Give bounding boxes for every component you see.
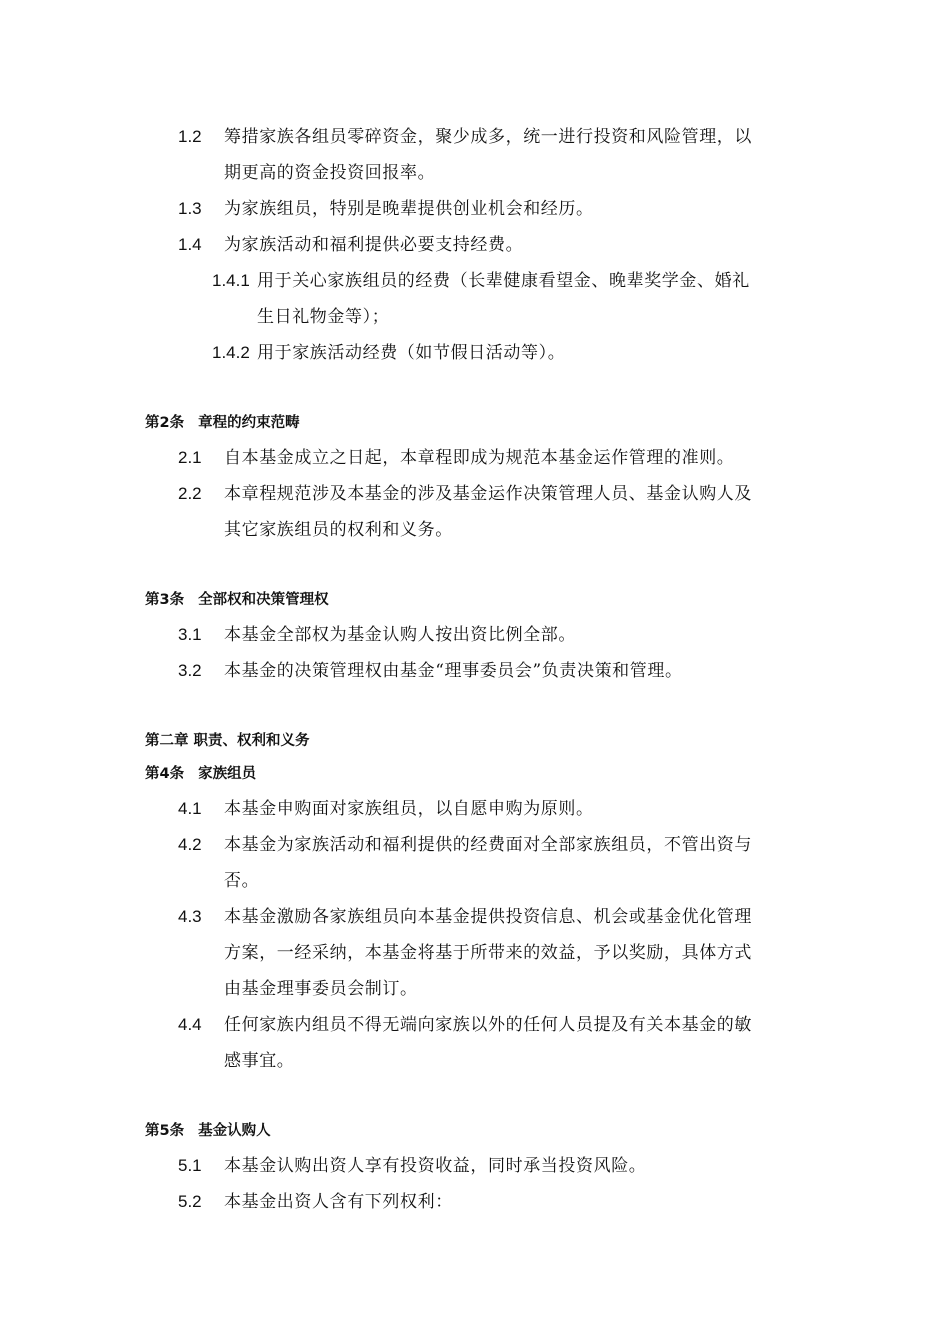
clause-text-line: 其它家族组员的权利和义务。 bbox=[224, 520, 453, 540]
article-title: 家族组员 bbox=[198, 766, 257, 782]
clause-text-line: 为家族活动和福利提供必要支持经费。 bbox=[224, 235, 524, 255]
clause-text-line: 自本基金成立之日起，本章程即成为规范本基金运作管理的准则。 bbox=[224, 448, 735, 468]
subclause-number: 1.4.1 bbox=[212, 271, 250, 290]
clause-text-line: 本基金认购出资人享有投资收益，同时承当投资风险。 bbox=[224, 1156, 647, 1176]
clause-number: 5.2 bbox=[178, 1192, 202, 1211]
article-number: 第4条 bbox=[145, 766, 185, 782]
clause-text-line: 感事宜。 bbox=[224, 1051, 295, 1071]
subclause-number: 1.4.2 bbox=[212, 343, 250, 362]
clause-text-line: 本基金激励各家族组员向本基金提供投资信息、机会或基金优化管理 bbox=[224, 907, 752, 927]
article-title: 章程的约束范畴 bbox=[198, 415, 300, 431]
article-number: 第2条 bbox=[145, 415, 185, 431]
clause-text-line: 用于家族活动经费（如节假日活动等）。 bbox=[257, 343, 566, 363]
clause-number: 2.2 bbox=[178, 484, 202, 503]
clause-text-line: 生日礼物金等）； bbox=[257, 307, 390, 327]
clause-text-line: 为家族组员，特别是晚辈提供创业机会和经历。 bbox=[224, 199, 594, 219]
clause-text-line: 本章程规范涉及本基金的涉及基金运作决策管理人员、基金认购人及 bbox=[224, 484, 752, 504]
clause-number: 1.2 bbox=[178, 127, 202, 146]
chapter-heading: 第二章 职责、权利和义务 bbox=[145, 733, 310, 749]
clause-number: 4.1 bbox=[178, 799, 202, 818]
article-number: 第3条 bbox=[145, 592, 185, 608]
article-number: 第5条 bbox=[145, 1123, 185, 1139]
clause-text-line: 方案，一经采纳，本基金将基于所带来的效益，予以奖励，具体方式 bbox=[224, 943, 752, 963]
clause-text-line: 由基金理事委员会制订。 bbox=[224, 979, 418, 999]
article-heading bbox=[145, 764, 256, 784]
clause-number: 4.3 bbox=[178, 907, 202, 926]
clause-text-line: 本基金为家族活动和福利提供的经费面对全部家族组员，不管出资与 bbox=[224, 835, 752, 855]
clause-text-line: 用于关心家族组员的经费（长辈健康看望金、晚辈奖学金、婚礼 bbox=[257, 271, 750, 291]
clause-number: 1.3 bbox=[178, 199, 202, 218]
clause-number: 4.4 bbox=[178, 1015, 202, 1034]
article-title: 基金认购人 bbox=[198, 1123, 271, 1139]
clause-number: 2.1 bbox=[178, 448, 202, 467]
clause-number: 3.1 bbox=[178, 625, 202, 644]
clause-text-line: 本基金的决策管理权由基金“理事委员会”负责决策和管理。 bbox=[224, 661, 683, 681]
clause-text-line: 筹措家族各组员零碎资金，聚少成多，统一进行投资和风险管理，以 bbox=[224, 127, 752, 147]
clause-number: 3.2 bbox=[178, 661, 202, 680]
clause-text-line: 本基金申购面对家族组员，以自愿申购为原则。 bbox=[224, 799, 594, 819]
clause-number: 1.4 bbox=[178, 235, 202, 254]
clause-number: 5.1 bbox=[178, 1156, 202, 1175]
article-heading bbox=[145, 1121, 271, 1141]
clause-text-line: 期更高的资金投资回报率。 bbox=[224, 163, 436, 183]
clause-text-line: 任何家族内组员不得无端向家族以外的任何人员提及有关本基金的敏 bbox=[224, 1015, 752, 1035]
clause-number: 4.2 bbox=[178, 835, 202, 854]
clause-text-line: 否。 bbox=[224, 871, 260, 891]
clause-text-line: 本基金全部权为基金认购人按出资比例全部。 bbox=[224, 625, 576, 645]
article-heading bbox=[145, 413, 300, 433]
article-title: 全部权和决策管理权 bbox=[198, 592, 329, 608]
article-heading bbox=[145, 590, 329, 610]
clause-1-2 bbox=[178, 125, 202, 149]
clause-text-line: 本基金出资人含有下列权利： bbox=[224, 1192, 453, 1212]
